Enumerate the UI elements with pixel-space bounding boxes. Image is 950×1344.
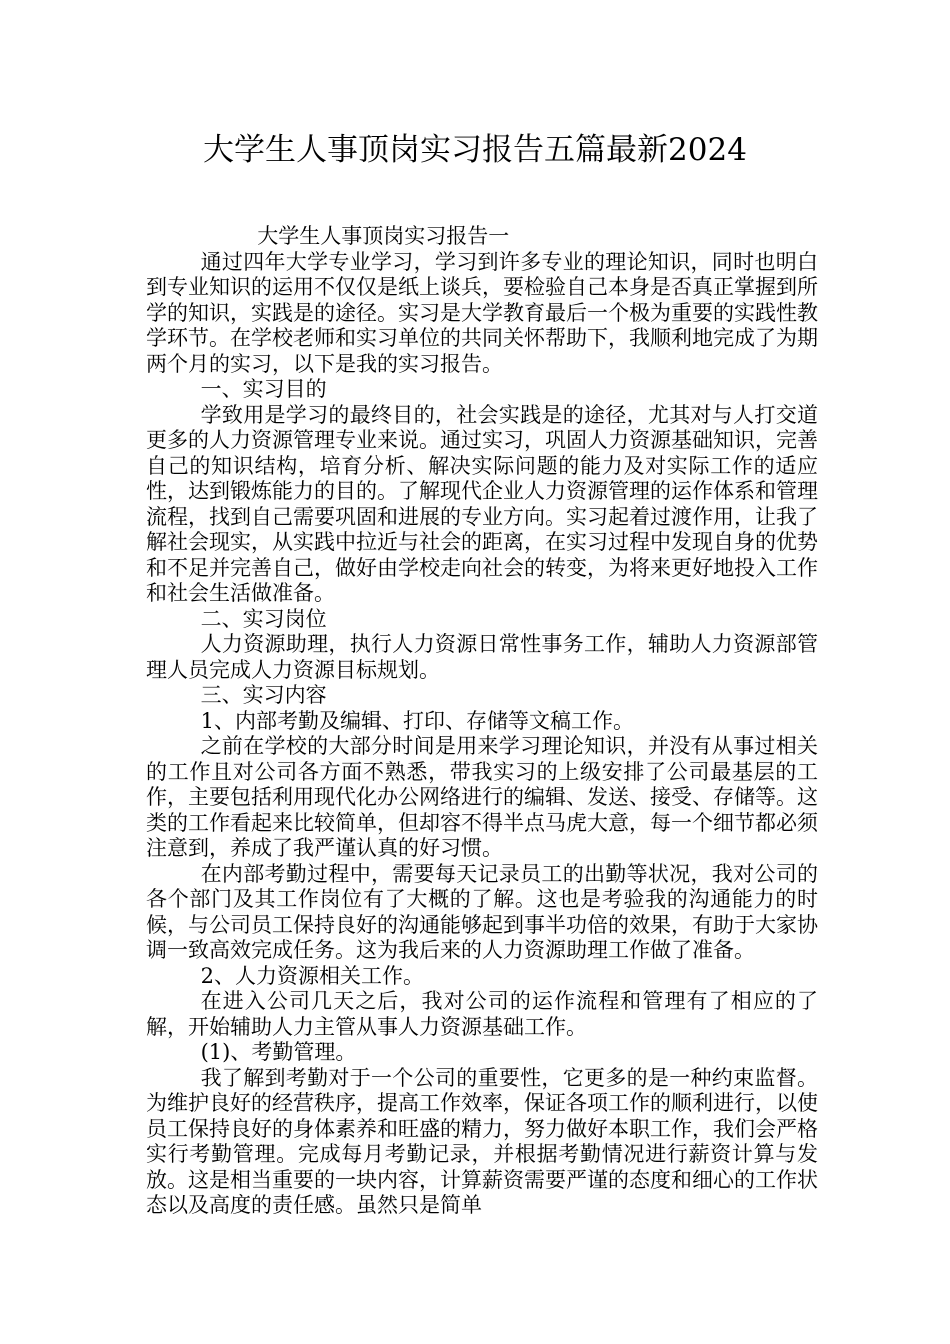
report-subtitle: 大学生人事顶岗实习报告一 — [257, 224, 510, 248]
paragraph-basic-work: 之前在学校的大部分时间是用来学习理论知识，并没有从事过相关的工作且对公司各方面不熟悉，带我实习的上级安排了公司最基层的工作，主要包括利用现代化办公网络进行的编辑、发送、接受、存储等。这类的工作看起来比较简单，但却容不得半点马虎大意，每一个细节都必须注意到，养成了我严谨认真的好习惯。 — [146, 734, 818, 860]
document-title: 大学生人事顶岗实习报告五篇最新2024 — [203, 132, 747, 168]
paragraph-hr-work: 在进入公司几天之后，我对公司的运作流程和管理有了相应的了解，开始辅助人力主管从事人力资源基础工作。 — [146, 989, 818, 1039]
subsection-heading-attendance: 1、内部考勤及编辑、打印、存储等文稿工作。 — [200, 708, 634, 733]
subsection-heading-hr-work: 2、人力资源相关工作。 — [200, 963, 424, 988]
item-heading-attendance-management: (1)、考勤管理。 — [200, 1040, 357, 1064]
document-body — [146, 224, 818, 1219]
section-heading-position: 二、实习岗位 — [200, 606, 327, 631]
paragraph-attendance-management: 我了解到考勤对于一个公司的重要性，它更多的是一种约束监督。为维护良好的经营秩序，提高工作效率，保证各项工作的顺利进行，以使员工保持良好的身体素养和旺盛的精力，努力做好本职工作，我们会严格实行考勤管理。完成每月考勤记录，并根据考勤情况进行薪资计算与发放。这是相当重要的一块内容，计算薪资需要严谨的态度和细心的工作状态以及高度的责任感。虽然只是简单 — [146, 1065, 818, 1217]
paragraph-attendance-process: 在内部考勤过程中，需要每天记录员工的出勤等状况，我对公司的各个部门及其工作岗位有了大概的了解。这也是考验我的沟通能力的时候，与公司员工保持良好的沟通能够起到事半功倍的效果，有助于大家协调一致高效完成任务。这为我后来的人力资源助理工作做了准备。 — [146, 861, 818, 962]
paragraph-purpose: 学致用是学习的最终目的，社会实践是的途径，尤其对与人打交道更多的人力资源管理专业来说。通过实习，巩固人力资源基础知识，完善自己的知识结构，培育分析、解决实际问题的能力及对实际工作的适应性，达到锻炼能力的目的。了解现代企业人力资源管理的运作体系和管理流程，找到自己需要巩固和进展的专业方向。实习起着过渡作用，让我了解社会现实，从实践中拉近与社会的距离，在实习过程中发现自身的优势和不足并完善自己，做好由学校走向社会的转变，为将来更好地投入工作和社会生活做准备。 — [146, 402, 818, 605]
paragraph-intro: 通过四年大学专业学习，学习到许多专业的理论知识，同时也明白到专业知识的运用不仅仅是纸上谈兵，要检验自己本身是否真正掌握到所学的知识，实践是的途径。实习是大学教育最后一个极为重要的实践性教学环节。在学校老师和实习单位的共同关怀帮助下，我顺利地完成了为期两个月的实习，以下是我的实习报告。 — [146, 249, 818, 376]
paragraph-position: 人力资源助理，执行人力资源日常性事务工作，辅助人力资源部管理人员完成人力资源目标规划。 — [146, 632, 818, 682]
section-heading-purpose: 一、实习目的 — [200, 377, 327, 401]
section-heading-content: 三、实习内容 — [200, 683, 327, 707]
